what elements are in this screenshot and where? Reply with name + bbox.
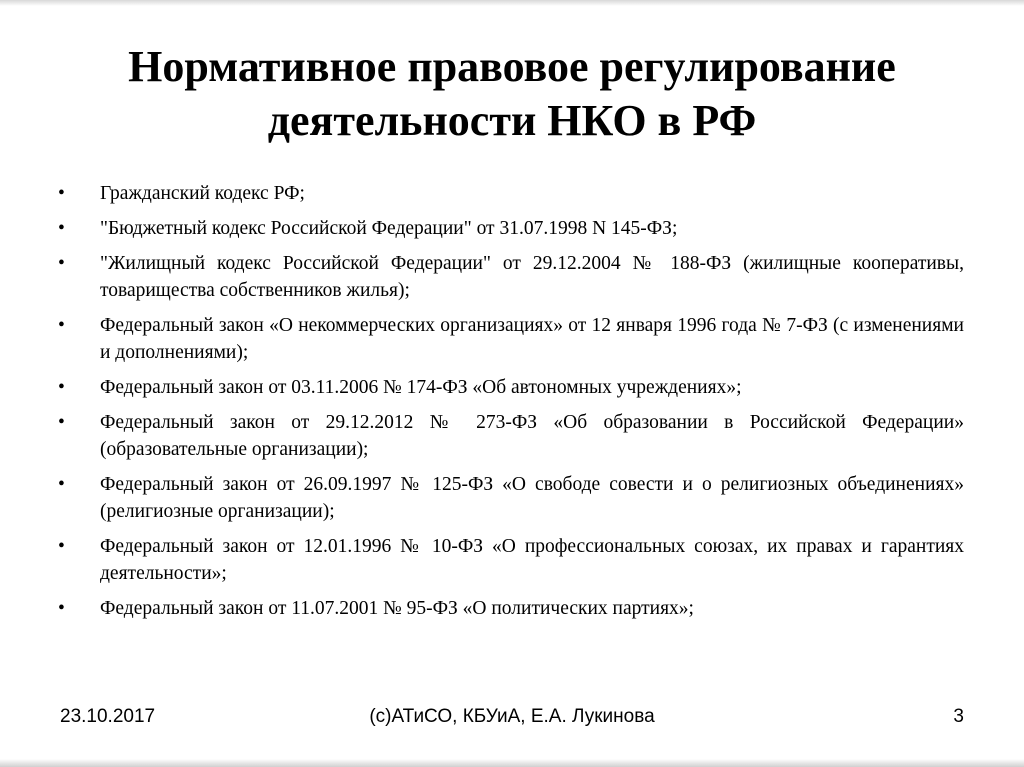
list-item-text: "Жилищный кодекс Российской Федерации" от 29.12.2004 № 188-ФЗ (жилищные кооперативы, товарищества собственников жилья); [100, 253, 964, 301]
bullet-icon: • [58, 315, 65, 336]
list-item-text: Федеральный закон от 29.12.2012 № 273-ФЗ «Об образовании в Российской Федерации» (образовательные организации); [100, 412, 964, 460]
list-item-text: Федеральный закон от 12.01.1996 № 10-ФЗ «О профессиональных союзах, их правах и гарантиях деятельности»; [100, 536, 964, 584]
list-item [58, 471, 964, 525]
bullet-icon: • [58, 253, 65, 274]
list-item [58, 215, 964, 242]
slide-title-line-2: деятельности НКО в РФ [267, 96, 757, 145]
list-item [58, 409, 964, 463]
list-item [58, 533, 964, 587]
list-item [58, 312, 964, 366]
list-item-text: Федеральный закон от 11.07.2001 № 95-ФЗ «О политических партиях»; [100, 598, 694, 619]
bullet-icon: • [58, 412, 65, 433]
list-item-text: Гражданский кодекс РФ; [100, 183, 305, 204]
list-item-text: Федеральный закон от 26.09.1997 № 125-ФЗ «О свободе совести и о религиозных объединениях» (религиозные организации); [100, 474, 964, 522]
bullet-icon: • [58, 598, 65, 619]
footer-date: 23.10.2017 [60, 706, 156, 727]
bullet-icon: • [58, 536, 65, 557]
list-item [58, 595, 964, 622]
list-item-text: Федеральный закон «О некоммерческих организациях» от 12 января 1996 года № 7-ФЗ (с изменениями и дополнениями); [100, 315, 964, 363]
slide-title-line-1: Нормативное правовое регулирование [128, 42, 896, 91]
bullet-icon: • [58, 218, 65, 239]
top-edge-shadow [0, 0, 1024, 6]
bullet-icon: • [58, 474, 65, 495]
list-item [58, 180, 964, 207]
list-item-text: "Бюджетный кодекс Российской Федерации" от 31.07.1998 N 145-ФЗ; [100, 218, 678, 239]
list-item-text: Федеральный закон от 03.11.2006 № 174-ФЗ «Об автономных учреждениях»; [100, 377, 742, 398]
slide-number: 3 [953, 706, 964, 727]
legislation-list [58, 180, 964, 630]
slide-title [40, 40, 984, 148]
bullet-icon: • [58, 377, 65, 398]
list-item [58, 250, 964, 304]
list-item [58, 374, 964, 401]
footer-author: (с)АТиСО, КБУиА, Е.А. Лукинова [369, 706, 655, 727]
bottom-edge-shadow [0, 759, 1024, 767]
bullet-icon: • [58, 183, 65, 204]
